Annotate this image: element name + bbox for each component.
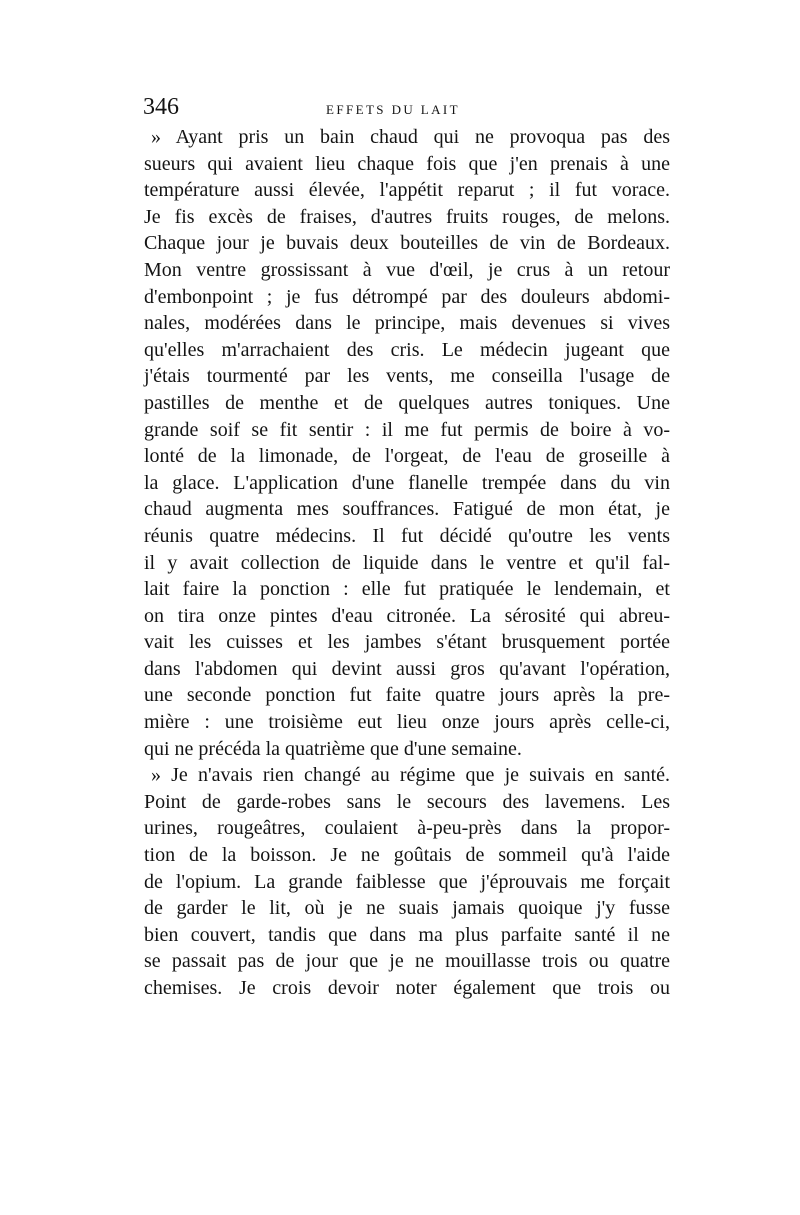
text-line: dans l'abdomen qui devint aussi gros qu'avant l'opération,	[144, 657, 670, 680]
text-line: se passait pas de jour que je ne mouillasse trois ou quatre	[144, 950, 670, 973]
text-line: grande soif se fit sentir : il me fut permis de boire à vo-	[144, 418, 670, 441]
text-line: d'embonpoint ; je fus détrompé par des douleurs abdomi-	[144, 285, 670, 308]
text-line: température aussi élevée, l'appétit reparut ; il fut vorace.	[144, 179, 670, 202]
text-line: une seconde ponction fut faite quatre jours après la pre-	[144, 684, 670, 707]
text-line: tion de la boisson. Je ne goûtais de sommeil qu'à l'aide	[144, 844, 670, 867]
text-line: de garder le lit, où je ne suais jamais quoique j'y fusse	[144, 897, 670, 920]
paragraph	[144, 762, 670, 1001]
text-line: mière : une troisième eut lieu onze jours après celle-ci,	[144, 711, 670, 734]
text-line: vait les cuisses et les jambes s'étant brusquement portée	[144, 631, 670, 654]
text-line: la glace. L'application d'une flanelle trempée dans du vin	[144, 471, 670, 494]
text-line: j'étais tourmenté par les vents, me conseilla l'usage de	[144, 365, 670, 388]
paragraph	[144, 124, 670, 762]
text-line: » Je n'avais rien changé au régime que je suivais en santé.	[151, 764, 670, 787]
page-number: 346	[143, 94, 179, 120]
text-line: urines, rougeâtres, coulaient à-peu-près dans la propor-	[144, 817, 670, 840]
text-line: Je fis excès de fraises, d'autres fruits rouges, de melons.	[144, 205, 670, 228]
text-line: chaud augmenta mes souffrances. Fatigué de mon état, je	[144, 498, 670, 521]
body-text	[144, 124, 670, 1002]
page-header	[143, 94, 669, 124]
text-line: bien couvert, tandis que dans ma plus parfaite santé il ne	[144, 923, 670, 946]
text-line: il y avait collection de liquide dans le ventre et qu'il fal-	[144, 551, 670, 574]
text-line: qu'elles m'arrachaient des cris. Le médecin jugeant que	[144, 338, 670, 361]
text-line: réunis quatre médecins. Il fut décidé qu'outre les vents	[144, 524, 670, 547]
text-line: Mon ventre grossissant à vue d'œil, je crus à un retour	[144, 258, 670, 281]
text-line: nales, modérées dans le principe, mais devenues si vives	[144, 312, 670, 335]
text-line: lonté de la limonade, de l'orgeat, de l'eau de groseille à	[144, 445, 670, 468]
text-line: » Ayant pris un bain chaud qui ne provoqua pas des	[151, 126, 670, 148]
text-line: lait faire la ponction : elle fut pratiquée le lendemain, et	[144, 578, 670, 601]
text-line: pastilles de menthe et de quelques autres toniques. Une	[144, 391, 670, 414]
text-line: chemises. Je crois devoir noter également que trois ou	[144, 977, 670, 999]
text-line: qui ne précéda la quatrième que d'une semaine.	[144, 737, 522, 760]
text-line: Point de garde-robes sans le secours des lavemens. Les	[144, 790, 670, 813]
text-line: sueurs qui avaient lieu chaque fois que j'en prenais à une	[144, 152, 670, 175]
running-head: EFFETS DU LAIT	[326, 102, 460, 117]
text-line: on tira onze pintes d'eau citronée. La sérosité qui abreu-	[144, 604, 670, 627]
text-line: Chaque jour je buvais deux bouteilles de vin de Bordeaux.	[144, 232, 670, 255]
text-line: de l'opium. La grande faiblesse que j'éprouvais me forçait	[144, 870, 670, 893]
